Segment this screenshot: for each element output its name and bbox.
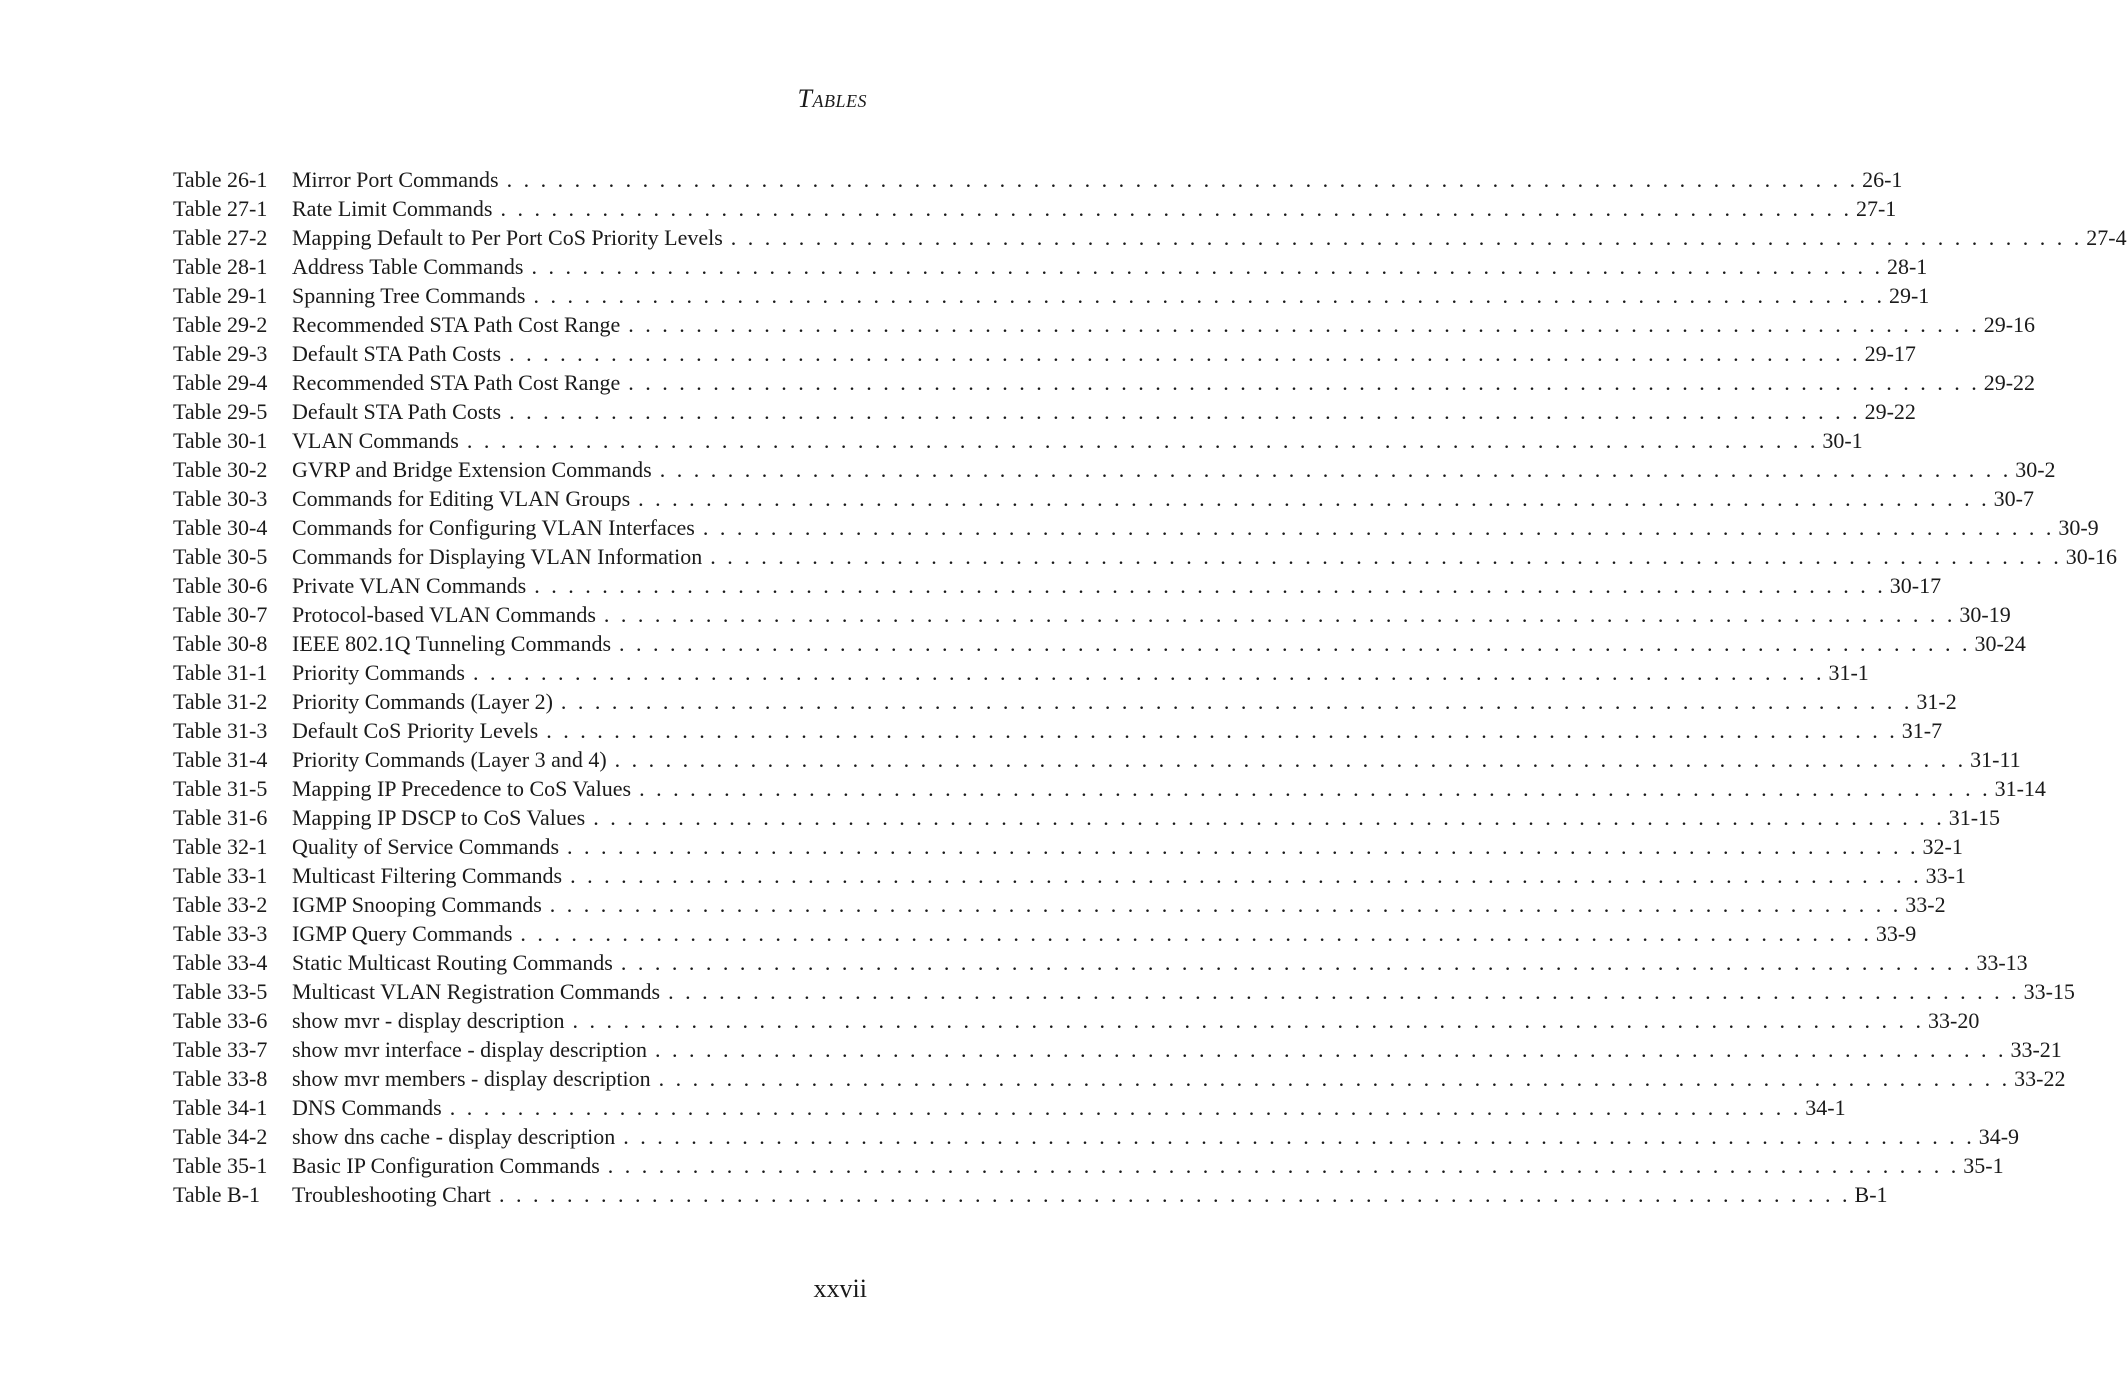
dot-leader: . . . . . . . . . . . . . . . . . . . . . . . . . . . . . . . . . . . . . . . . . . . . . . . . . . . . . . . . . . . . . . . . . . . . . . . . . . . . . . . . — [614, 747, 1967, 772]
toc-entry[interactable] — [173, 341, 1916, 370]
toc-entry[interactable] — [173, 225, 2127, 254]
toc-entry-title: show mvr interface - display description — [292, 1037, 647, 1062]
dot-leader: . . . . . . . . . . . . . . . . . . . . . . . . . . . . . . . . . . . . . . . . . . . . . . . . . . . . . . . . . . . . . . . . . . . . . . . . . . . . . . . . — [654, 1037, 2007, 1062]
dot-leader: . . . . . . . . . . . . . . . . . . . . . . . . . . . . . . . . . . . . . . . . . . . . . . . . . . . . . . . . . . . . . . . . . . . . . . . . . . . . . . . . — [628, 312, 1980, 337]
toc-entry-title: IEEE 802.1Q Tunneling Commands — [292, 631, 612, 656]
dot-leader: . . . . . . . . . . . . . . . . . . . . . . . . . . . . . . . . . . . . . . . . . . . . . . . . . . . . . . . . . . . . . . . . . . . . . . . . . . . . . . . . — [509, 341, 1861, 366]
toc-entry-label: Table 31-3 — [173, 718, 268, 743]
toc-entry-label: Table 30-5 — [173, 544, 268, 569]
toc-entry-title: Commands for Configuring VLAN Interfaces — [292, 515, 695, 540]
toc-entry-page: 31-7 — [1901, 718, 1943, 743]
toc-entry[interactable] — [173, 1095, 1846, 1124]
toc-entry[interactable] — [173, 689, 1957, 718]
dot-leader: . . . . . . . . . . . . . . . . . . . . . . . . . . . . . . . . . . . . . . . . . . . . . . . . . . . . . . . . . . . . . . . . . . . . . . . . . . . . . . . . — [623, 1124, 1975, 1149]
dot-leader: . . . . . . . . . . . . . . . . . . . . . . . . . . . . . . . . . . . . . . . . . . . . . . . . . . . . . . . . . . . . . . . . . . . . . . . . . . . . . . . . — [593, 805, 1945, 830]
toc-entry-label: Table 33-6 — [173, 1008, 268, 1033]
toc-entry-label: Table 33-2 — [173, 892, 268, 917]
toc-entry-title: Priority Commands — [292, 660, 465, 685]
dot-leader: . . . . . . . . . . . . . . . . . . . . . . . . . . . . . . . . . . . . . . . . . . . . . . . . . . . . . . . . . . . . . . . . . . . . . . . . . . . . . . . . — [570, 863, 1922, 888]
dot-leader: . . . . . . . . . . . . . . . . . . . . . . . . . . . . . . . . . . . . . . . . . . . . . . . . . . . . . . . . . . . . . . . . . . . . . . . . . . . . . . . . — [607, 1153, 1960, 1178]
toc-entry-label: Table 29-1 — [173, 283, 268, 308]
toc-entry-page: 33-21 — [2010, 1037, 2062, 1062]
toc-entry[interactable] — [173, 747, 2021, 776]
toc-entry-label: Table 33-4 — [173, 950, 268, 975]
dot-leader: . . . . . . . . . . . . . . . . . . . . . . . . . . . . . . . . . . . . . . . . . . . . . . . . . . . . . . . . . . . . . . . . . . . . . . . . . . . . . . . . — [638, 486, 1990, 511]
toc-entry-title: Quality of Service Commands — [292, 834, 560, 859]
toc-entry-page: 34-9 — [1978, 1124, 2020, 1149]
dot-leader: . . . . . . . . . . . . . . . . . . . . . . . . . . . . . . . . . . . . . . . . . . . . . . . . . . . . . . . . . . . . . . . . . . . . . . . . . . . . . . . . — [499, 1182, 1851, 1207]
toc-entry[interactable] — [173, 312, 2036, 341]
toc-entry[interactable] — [173, 892, 1946, 921]
dot-leader: . . . . . . . . . . . . . . . . . . . . . . . . . . . . . . . . . . . . . . . . . . . . . . . . . . . . . . . . . . . . . . . . . . . . . . . . . . . . . . . . — [710, 544, 2062, 569]
toc-entry-title: Basic IP Configuration Commands — [292, 1153, 600, 1178]
toc-entry[interactable] — [173, 515, 2099, 544]
toc-entry-label: Table 27-2 — [173, 225, 268, 250]
toc-entry-page: 27-1 — [1855, 196, 1897, 221]
toc-entry[interactable] — [173, 1124, 2020, 1153]
toc-entry-title: Mapping IP DSCP to CoS Values — [292, 805, 586, 830]
dot-leader: . . . . . . . . . . . . . . . . . . . . . . . . . . . . . . . . . . . . . . . . . . . . . . . . . . . . . . . . . . . . . . . . . . . . . . . . . . . . . . . . — [520, 921, 1872, 946]
toc-entry-label: Table 30-7 — [173, 602, 268, 627]
toc-entry-page: 34-1 — [1805, 1095, 1846, 1120]
toc-entry-page: 35-1 — [1963, 1153, 2004, 1178]
toc-entry-page: 33-13 — [1976, 950, 2028, 975]
toc-entry[interactable] — [173, 486, 2034, 515]
toc-entry-page: 26-1 — [1862, 167, 1903, 192]
toc-entry-page: 32-1 — [1922, 834, 1963, 859]
toc-entry-page: 30-24 — [1974, 631, 2026, 656]
toc-entry-label: Table 30-3 — [173, 486, 268, 511]
toc-entry[interactable] — [173, 979, 2075, 1008]
dot-leader: . . . . . . . . . . . . . . . . . . . . . . . . . . . . . . . . . . . . . . . . . . . . . . . . . . . . . . . . . . . . . . . . . . . . . . . . . . . . . . . . — [658, 1066, 2011, 1091]
toc-entry-title: GVRP and Bridge Extension Commands — [292, 457, 652, 482]
toc-entry-title: Multicast Filtering Commands — [292, 863, 563, 888]
toc-entry-title: show dns cache - display description — [292, 1124, 616, 1149]
dot-leader: . . . . . . . . . . . . . . . . . . . . . . . . . . . . . . . . . . . . . . . . . . . . . . . . . . . . . . . . . . . . . . . . . . . . . . . . . . . . . . . . — [659, 457, 2012, 482]
toc-entry-page: 29-17 — [1864, 341, 1916, 366]
toc-entry-title: Priority Commands (Layer 3 and 4) — [292, 747, 607, 772]
toc-entry[interactable] — [173, 1008, 1980, 1037]
toc-entry-title: VLAN Commands — [292, 428, 459, 453]
dot-leader: . . . . . . . . . . . . . . . . . . . . . . . . . . . . . . . . . . . . . . . . . . . . . . . . . . . . . . . . . . . . . . . . . . . . . . . . . . . . . . . . — [620, 950, 1973, 975]
toc-entry-page: 30-7 — [1993, 486, 2034, 511]
toc-entry[interactable] — [173, 950, 2028, 979]
toc-entry[interactable] — [173, 660, 1869, 689]
toc-entry-label: Table 32-1 — [173, 834, 268, 859]
toc-entry-page: 28-1 — [1886, 254, 1928, 279]
toc-entry-title: show mvr - display description — [292, 1008, 565, 1033]
toc-entry-title: Recommended STA Path Cost Range — [292, 312, 621, 337]
toc-entry-title: Static Multicast Routing Commands — [292, 950, 613, 975]
toc-entry-label: Table 26-1 — [173, 167, 268, 192]
toc-entry-page: 30-17 — [1889, 573, 1942, 598]
toc-entry-label: Table 30-8 — [173, 631, 268, 656]
toc-entry[interactable] — [173, 167, 1903, 196]
toc-entry-page: B-1 — [1854, 1182, 1888, 1207]
toc-entry-title: Address Table Commands — [292, 254, 524, 279]
toc-entry-page: 33-22 — [2014, 1066, 2066, 1091]
toc-entry-title: show mvr members - display description — [292, 1066, 651, 1091]
toc-entry-label: Table 29-2 — [173, 312, 268, 337]
dot-leader: . . . . . . . . . . . . . . . . . . . . . . . . . . . . . . . . . . . . . . . . . . . . . . . . . . . . . . . . . . . . . . . . . . . . . . . . . . . . . . . . — [549, 892, 1902, 917]
toc-entry[interactable] — [173, 283, 1930, 312]
toc-entry-label: Table 29-3 — [173, 341, 268, 366]
toc-entry[interactable] — [173, 863, 1966, 892]
toc-entry-title: Protocol-based VLAN Commands — [292, 602, 596, 627]
toc-entry-title: Mirror Port Commands — [292, 167, 499, 192]
toc-entry-label: Table 30-4 — [173, 515, 268, 540]
toc-entry-page: 33-15 — [2023, 979, 2075, 1004]
toc-entry-page: 31-11 — [1970, 747, 2021, 772]
toc-entry[interactable] — [173, 921, 1917, 950]
toc-entry[interactable] — [173, 196, 1897, 225]
toc-entry[interactable] — [173, 1153, 2004, 1182]
dot-leader: . . . . . . . . . . . . . . . . . . . . . . . . . . . . . . . . . . . . . . . . . . . . . . . . . . . . . . . . . . . . . . . . . . . . . . . . . . . . . . . . — [567, 834, 1919, 859]
toc-entry[interactable] — [173, 428, 1863, 457]
toc-entry-label: Table 30-1 — [173, 428, 268, 453]
toc-entry-page: 33-20 — [1928, 1008, 1980, 1033]
toc-entry-title: Private VLAN Commands — [292, 573, 527, 598]
toc-entry[interactable] — [173, 1066, 2066, 1095]
toc-entry[interactable] — [173, 776, 2046, 805]
toc-entry-label: Table 33-1 — [173, 863, 268, 888]
toc-entry-page: 31-2 — [1916, 689, 1957, 714]
toc-entry-page: 30-1 — [1822, 428, 1863, 453]
toc-entry-page: 30-16 — [2065, 544, 2118, 569]
toc-entry-page: 29-1 — [1888, 283, 1930, 308]
toc-entry[interactable] — [173, 1037, 2062, 1066]
dot-leader: . . . . . . . . . . . . . . . . . . . . . . . . . . . . . . . . . . . . . . . . . . . . . . . . . . . . . . . . . . . . . . . . . . . . . . . . . . . . . . . . — [702, 515, 2055, 540]
toc-entry-title: Default STA Path Costs — [292, 341, 502, 366]
dot-leader: . . . . . . . . . . . . . . . . . . . . . . . . . . . . . . . . . . . . . . . . . . . . . . . . . . . . . . . . . . . . . . . . . . . . . . . . . . . . . . . . — [466, 428, 1819, 453]
toc-entry-page: 29-22 — [1983, 370, 2036, 395]
toc-entry-title: Troubleshooting Chart — [292, 1182, 492, 1207]
toc-entry-label: Table 33-7 — [173, 1037, 268, 1062]
dot-leader: . . . . . . . . . . . . . . . . . . . . . . . . . . . . . . . . . . . . . . . . . . . . . . . . . . . . . . . . . . . . . . . . . . . . . . . . . . . . . . . . — [668, 979, 2020, 1004]
dot-leader: . . . . . . . . . . . . . . . . . . . . . . . . . . . . . . . . . . . . . . . . . . . . . . . . . . . . . . . . . . . . . . . . . . . . . . . . . . . . . . . . — [506, 167, 1859, 192]
dot-leader: . . . . . . . . . . . . . . . . . . . . . . . . . . . . . . . . . . . . . . . . . . . . . . . . . . . . . . . . . . . . . . . . . . . . . . . . . . . . . . . . — [534, 573, 1886, 598]
toc-entry-title: Priority Commands (Layer 2) — [292, 689, 553, 714]
toc-entry-title: Rate Limit Commands — [292, 196, 493, 221]
toc-entry[interactable] — [173, 602, 2011, 631]
toc-entry[interactable] — [173, 370, 2036, 399]
dot-leader: . . . . . . . . . . . . . . . . . . . . . . . . . . . . . . . . . . . . . . . . . . . . . . . . . . . . . . . . . . . . . . . . . . . . . . . . . . . . . . . . — [531, 254, 1883, 279]
toc-entry-label: Table 29-5 — [173, 399, 268, 424]
dot-leader: . . . . . . . . . . . . . . . . . . . . . . . . . . . . . . . . . . . . . . . . . . . . . . . . . . . . . . . . . . . . . . . . . . . . . . . . . . . . . . . . — [509, 399, 1861, 424]
toc-entry-page: 27-4 — [2086, 225, 2127, 250]
toc-entry-label: Table 35-1 — [173, 1153, 268, 1178]
toc-entry-title: Multicast VLAN Registration Commands — [292, 979, 661, 1004]
running-head — [798, 84, 867, 114]
dot-leader: . . . . . . . . . . . . . . . . . . . . . . . . . . . . . . . . . . . . . . . . . . . . . . . . . . . . . . . . . . . . . . . . . . . . . . . . . . . . . . . . — [730, 225, 2083, 250]
toc-entry-page: 33-9 — [1875, 921, 1917, 946]
dot-leader: . . . . . . . . . . . . . . . . . . . . . . . . . . . . . . . . . . . . . . . . . . . . . . . . . . . . . . . . . . . . . . . . . . . . . . . . . . . . . . . . — [560, 689, 1913, 714]
toc-entry-label: Table 29-4 — [173, 370, 268, 395]
dot-leader: . . . . . . . . . . . . . . . . . . . . . . . . . . . . . . . . . . . . . . . . . . . . . . . . . . . . . . . . . . . . . . . . . . . . . . . . . . . . . . . . — [619, 631, 1971, 656]
dot-leader: . . . . . . . . . . . . . . . . . . . . . . . . . . . . . . . . . . . . . . . . . . . . . . . . . . . . . . . . . . . . . . . . . . . . . . . . . . . . . . . . — [449, 1095, 1802, 1120]
toc-entry-title: Spanning Tree Commands — [292, 283, 526, 308]
toc-entry-label: Table 31-4 — [173, 747, 268, 772]
toc-entry-label: Table B-1 — [173, 1182, 261, 1207]
dot-leader: . . . . . . . . . . . . . . . . . . . . . . . . . . . . . . . . . . . . . . . . . . . . . . . . . . . . . . . . . . . . . . . . . . . . . . . . . . . . . . . . — [628, 370, 1980, 395]
toc-entry-page: 33-2 — [1905, 892, 1946, 917]
toc-entry-label: Table 33-8 — [173, 1066, 268, 1091]
toc-entry-label: Table 34-2 — [173, 1124, 268, 1149]
toc-entry-title: IGMP Snooping Commands — [292, 892, 542, 917]
toc-entry-page: 33-1 — [1925, 863, 1966, 888]
toc-entry-title: Commands for Editing VLAN Groups — [292, 486, 631, 511]
toc-entry[interactable] — [173, 544, 2118, 573]
toc-entry[interactable] — [173, 834, 1963, 863]
toc-entry-label: Table 27-1 — [173, 196, 268, 221]
toc-entry-label: Table 31-1 — [173, 660, 268, 685]
dot-leader: . . . . . . . . . . . . . . . . . . . . . . . . . . . . . . . . . . . . . . . . . . . . . . . . . . . . . . . . . . . . . . . . . . . . . . . . . . . . . . . . — [639, 776, 1991, 801]
toc-entry-label: Table 31-2 — [173, 689, 268, 714]
toc-entry-title: Mapping IP Precedence to CoS Values — [292, 776, 632, 801]
dot-leader: . . . . . . . . . . . . . . . . . . . . . . . . . . . . . . . . . . . . . . . . . . . . . . . . . . . . . . . . . . . . . . . . . . . . . . . . . . . . . . . . — [500, 196, 1852, 221]
toc-entry-page: 31-15 — [1948, 805, 2001, 830]
toc-entry-page: 31-14 — [1994, 776, 2046, 801]
page-number: xxvii — [813, 1274, 867, 1303]
dot-leader: . . . . . . . . . . . . . . . . . . . . . . . . . . . . . . . . . . . . . . . . . . . . . . . . . . . . . . . . . . . . . . . . . . . . . . . . . . . . . . . . — [603, 602, 1956, 627]
toc-entry-page: 29-22 — [1864, 399, 1916, 424]
toc-entry-title: IGMP Query Commands — [292, 921, 513, 946]
dot-leader: . . . . . . . . . . . . . . . . . . . . . . . . . . . . . . . . . . . . . . . . . . . . . . . . . . . . . . . . . . . . . . . . . . . . . . . . . . . . . . . . — [572, 1008, 1925, 1033]
toc-entry[interactable] — [173, 805, 2001, 834]
toc-entry-label: Table 31-5 — [173, 776, 268, 801]
dot-leader: . . . . . . . . . . . . . . . . . . . . . . . . . . . . . . . . . . . . . . . . . . . . . . . . . . . . . . . . . . . . . . . . . . . . . . . . . . . . . . . . — [472, 660, 1825, 685]
dot-leader: . . . . . . . . . . . . . . . . . . . . . . . . . . . . . . . . . . . . . . . . . . . . . . . . . . . . . . . . . . . . . . . . . . . . . . . . . . . . . . . . — [546, 718, 1898, 743]
toc-entry-label: Table 31-6 — [173, 805, 268, 830]
toc-entry-label: Table 28-1 — [173, 254, 268, 279]
toc-entry-page: 31-1 — [1828, 660, 1869, 685]
toc-entry[interactable] — [173, 718, 1943, 747]
running-head-rest: ABLES — [812, 91, 867, 111]
toc-entry-label: Table 30-6 — [173, 573, 268, 598]
toc-entry-label: Table 33-3 — [173, 921, 268, 946]
table-list — [173, 167, 2127, 1211]
toc-entry[interactable] — [173, 573, 1942, 602]
toc-entry[interactable] — [173, 631, 2026, 660]
toc-entry-page: 30-2 — [2015, 457, 2056, 482]
toc-entry[interactable] — [173, 457, 2056, 486]
toc-entry[interactable] — [173, 1182, 1888, 1211]
toc-entry-page: 30-19 — [1959, 602, 2011, 627]
toc-entry-title: Recommended STA Path Cost Range — [292, 370, 621, 395]
running-head-initial: T — [797, 84, 813, 113]
toc-entry-title: Mapping Default to Per Port CoS Priority Levels — [292, 225, 723, 250]
toc-entry-label: Table 30-2 — [173, 457, 268, 482]
toc-entry-page: 30-9 — [2058, 515, 2099, 540]
toc-entry[interactable] — [173, 254, 1928, 283]
toc-entry-title: Commands for Displaying VLAN Information — [292, 544, 703, 569]
toc-entry-title: Default STA Path Costs — [292, 399, 502, 424]
toc-entry[interactable] — [173, 399, 1916, 428]
dot-leader: . . . . . . . . . . . . . . . . . . . . . . . . . . . . . . . . . . . . . . . . . . . . . . . . . . . . . . . . . . . . . . . . . . . . . . . . . . . . . . . . — [533, 283, 1885, 308]
toc-entry-title: Default CoS Priority Levels — [292, 718, 539, 743]
toc-entry-label: Table 34-1 — [173, 1095, 268, 1120]
toc-entry-page: 29-16 — [1983, 312, 2036, 337]
toc-entry-label: Table 33-5 — [173, 979, 268, 1004]
toc-entry-title: DNS Commands — [292, 1095, 442, 1120]
